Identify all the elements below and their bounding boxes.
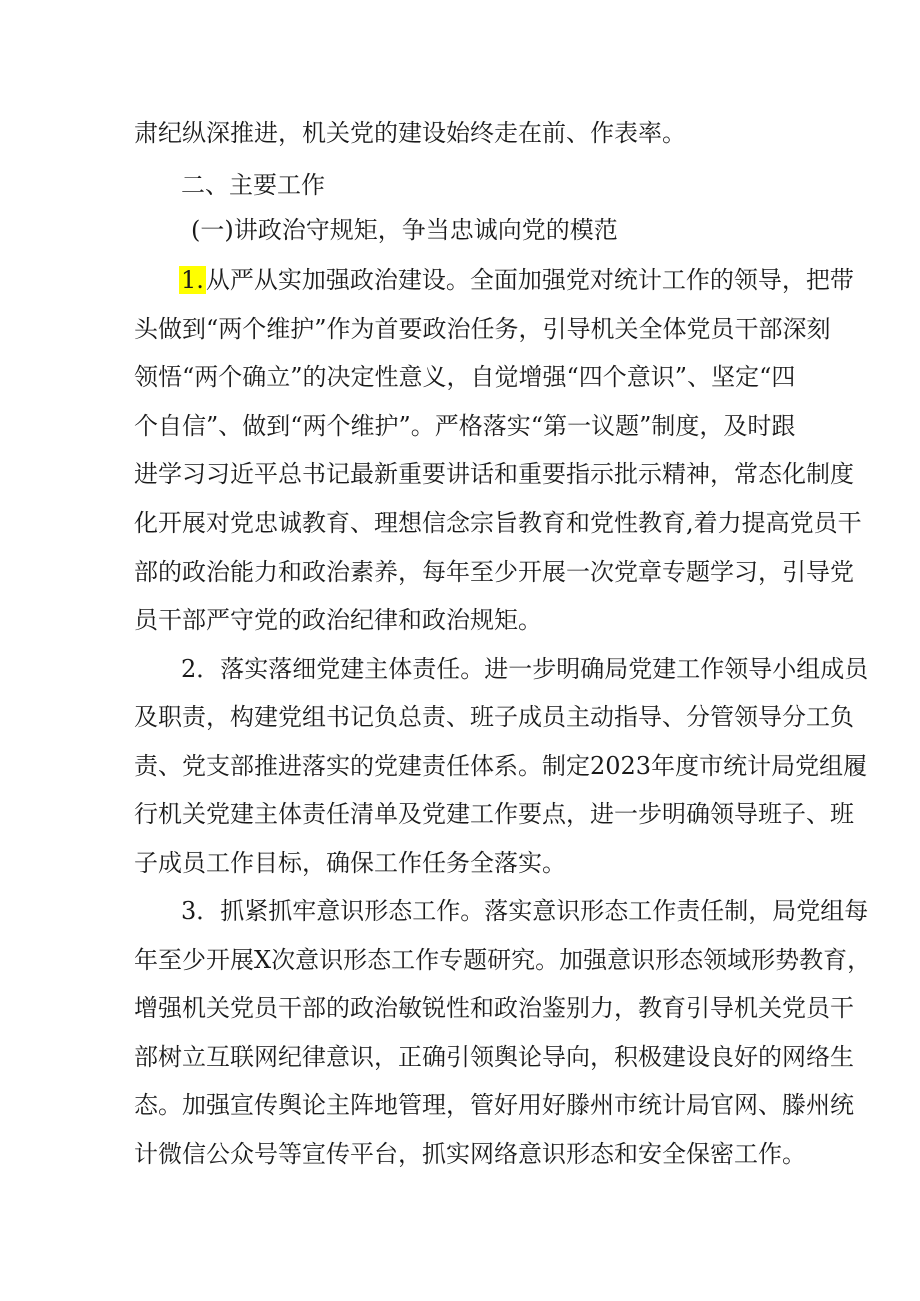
paragraph-line: 子成员工作目标，确保工作任务全落实。 bbox=[134, 849, 566, 877]
paragraph-line: 增强机关党员干部的政治敏锐性和政治鉴别力，教育引导机关党员干 bbox=[134, 994, 854, 1022]
paragraph-line: 计微信公众号等宣传平台，抓实网络意识形态和安全保密工作。 bbox=[134, 1140, 806, 1168]
paragraph-line: 态。加强宣传舆论主阵地管理，管好用好滕州市统计局官网、滕州统 bbox=[134, 1091, 854, 1119]
paragraph-line: 年至少开展X次意识形态工作专题研究。加强意识形态领域形势教育， bbox=[134, 946, 872, 974]
paragraph-line: 化开展对党忠诚教育、理想信念宗旨教育和党性教育,着力提高党员干 bbox=[134, 509, 862, 537]
paragraph-line: 部的政治能力和政治素养，每年至少开展一次党章专题学习，引导党 bbox=[134, 558, 854, 586]
paragraph-line: 员干部严守党的政治纪律和政治规矩。 bbox=[134, 606, 542, 634]
list-item-1 bbox=[179, 265, 854, 295]
paragraph-line: 从严从实加强政治建设。全面加强党对统计工作的领导，把带 bbox=[205, 266, 854, 294]
list-item-2: 2．落实落细党建主体责任。进一步明确局党建工作领导小组成员 bbox=[181, 655, 869, 683]
paragraph-line: 部树立互联网纪律意识，正确引领舆论导向，积极建设良好的网络生 bbox=[134, 1043, 854, 1071]
paragraph-line: 领悟“两个确立”的决定性意义，自觉增强“四个意识”、坚定“四 bbox=[134, 363, 796, 391]
paragraph-line: 行机关党建主体责任清单及党建工作要点，进一步明确领导班子、班 bbox=[134, 800, 854, 828]
paragraph-line: 个自信”、做到“两个维护”。严格落实“第一议题”制度，及时跟 bbox=[134, 412, 796, 440]
section-heading: 二、主要工作 bbox=[181, 171, 325, 199]
paragraph-line: 责、党支部推进落实的党建责任体系。制定2023年度市统计局党组履 bbox=[134, 752, 868, 780]
paragraph-line: 进学习习近平总书记最新重要讲话和重要指示批示精神，常态化制度 bbox=[134, 460, 854, 488]
paragraph-line: 肃纪纵深推进，机关党的建设始终走在前、作表率。 bbox=[134, 119, 686, 147]
list-item-3: 3．抓紧抓牢意识形态工作。落实意识形态工作责任制，局党组每 bbox=[181, 897, 869, 925]
highlighted-number: 1. bbox=[181, 266, 204, 294]
paragraph-line: 头做到“两个维护”作为首要政治任务，引导机关全体党员干部深刻 bbox=[134, 315, 831, 343]
subsection-heading: (一)讲政治守规矩，争当忠诚向党的模范 bbox=[191, 216, 618, 244]
paragraph-line: 及职责，构建党组书记负总责、班子成员主动指导、分管领导分工负 bbox=[134, 703, 854, 731]
